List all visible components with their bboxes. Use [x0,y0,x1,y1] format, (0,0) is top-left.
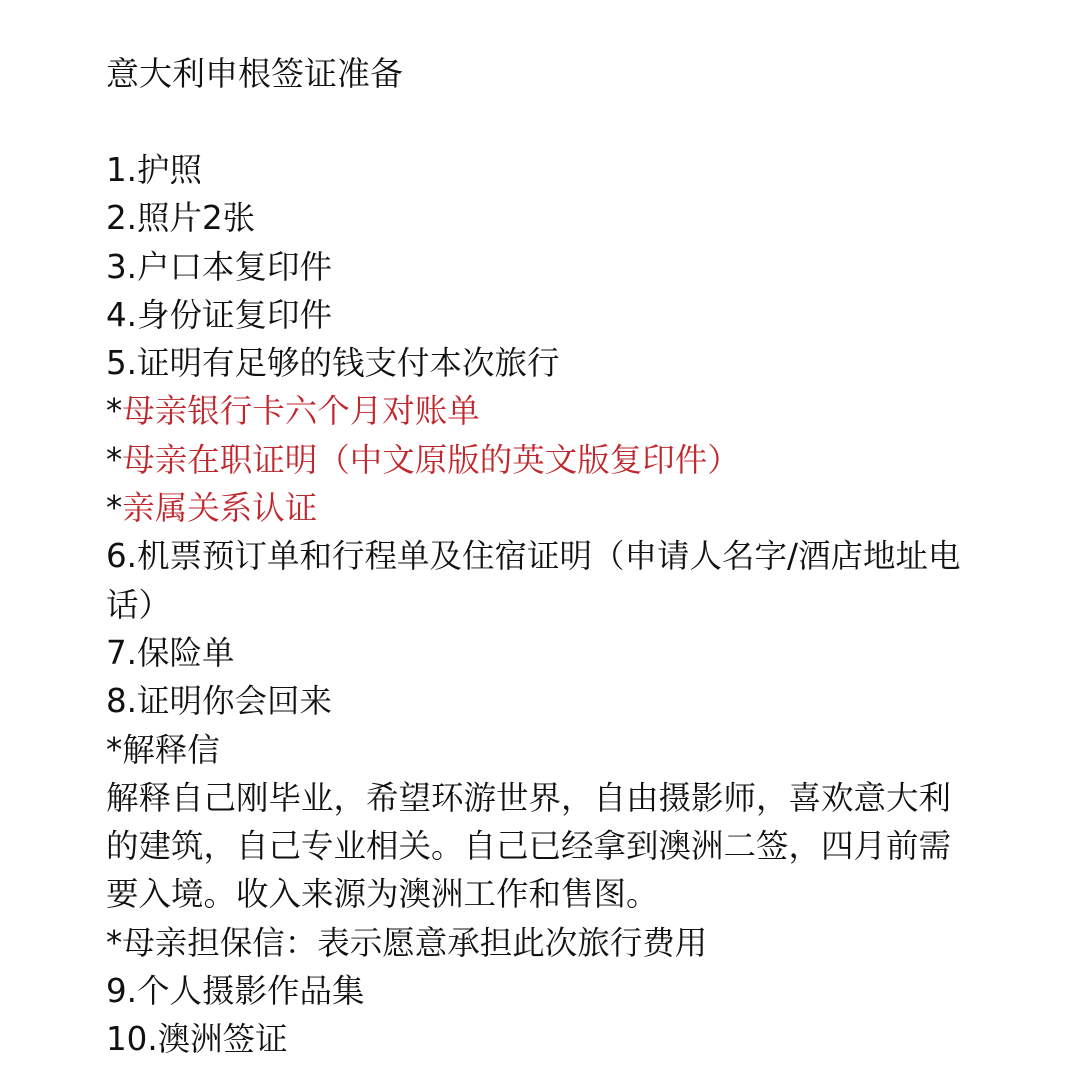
item-hukou-copy: 3.户口本复印件 [106,247,333,286]
item-australia-visa: 10.澳洲签证 [106,1020,288,1059]
item-return-proof: 8.证明你会回来 [106,682,333,721]
item-funds-proof: 5.证明有足够的钱支付本次旅行 [106,344,560,383]
document-title: 意大利申根签证准备 [106,54,403,93]
item-insurance: 7.保险单 [106,633,235,672]
checklist-document [106,50,986,1064]
bullet-star: * [106,440,123,479]
explanation-letter-body: 解释自己刚毕业，希望环游世界，自由摄影师，喜欢意大利的建筑，自己专业相关。自己已经拿到澳洲二签，四月前需要入境。收入来源为澳洲工作和售图。 [106,778,952,914]
highlighted-text: 母亲在职证明（中文原版的英文版复印件） [122,440,740,479]
item-photos: 2.照片2张 [106,199,256,238]
funds-subitem-relationship-cert [106,484,986,532]
funds-subitem-bank-statement [106,387,986,435]
item-passport: 1.护照 [106,151,203,189]
explanation-letter-heading: *解释信 [106,730,220,769]
bullet-star: * [106,392,123,431]
item-id-card-copy: 4.身份证复印件 [106,295,333,334]
item-photo-portfolio: 9.个人摄影作品集 [106,972,365,1011]
bullet-star: * [106,489,123,528]
item-booking-itinerary: 6.机票预订单和行程单及住宿证明（申请人名字/酒店地址电话） [106,537,961,624]
mother-guarantee-letter: *母亲担保信：表示愿意承担此次旅行费用 [106,923,708,962]
funds-subitem-employment-proof [106,436,986,484]
highlighted-text: 亲属关系认证 [122,489,318,528]
highlighted-text: 母亲银行卡六个月对账单 [122,392,480,431]
